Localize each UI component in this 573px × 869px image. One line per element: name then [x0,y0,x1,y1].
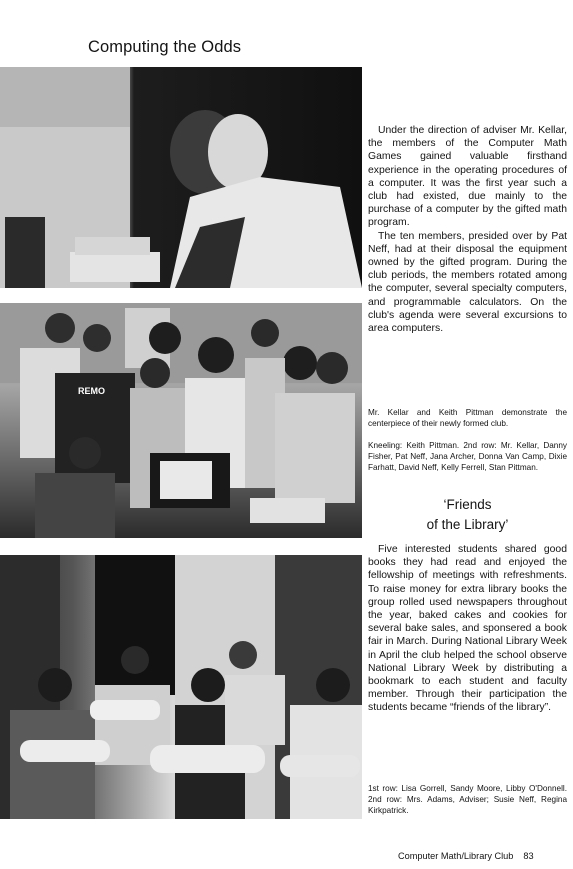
photo-computer-club-group [0,303,362,538]
library-club-caption: 1st row: Lisa Gorrell, Sandy Moore, Libby O'Donnell. 2nd row: Mrs. Adams, Adviser; Susie Neff, Regina Kirkpatrick. [368,784,567,816]
photo-library-club-group [0,555,362,819]
computer-club-article [368,124,567,335]
computer-club-caption-2-block [368,440,567,474]
photo-library-club-group-art [0,555,362,819]
computer-club-caption-1-block [368,407,567,429]
computer-club-paragraph-1: Under the direction of adviser Mr. Kellar, the members of the Computer Math Games gained valuable firsthand experience in the operating procedures of a computer. It was the first year such a club had existed, due mainly to the purchase of a computer by the gifted math program. [368,125,567,229]
library-club-title-line-2: of the Library’ [426,517,509,532]
photo-computer-demonstration [0,67,362,288]
footer-label: Computer Math/Library Club [398,851,514,861]
photo-computer-club-group-art [0,303,362,538]
library-club-caption-block [368,783,567,817]
page-number: 83 [523,851,534,861]
shirt-text: REMO [78,386,105,396]
computer-club-caption-1: Mr. Kellar and Keith Pittman demonstrate the centerpiece of their newly formed club. [368,408,567,429]
computer-club-paragraph-2: The ten members, presided over by Pat Neff, had at their disposal the equipment owned by the gifted program. During the club periods, the members rotated among the computer, several specialty computers, and programmable calculators. On the club's agenda were several excursions to area computers. [368,230,567,335]
library-club-article [368,543,567,715]
page-footer [398,851,534,861]
page-heading: Computing the Odds [88,38,242,56]
library-club-title-line-1: ‘Friends [443,497,492,512]
computer-club-caption-2: Kneeling: Keith Pittman. 2nd row: Mr. Kellar, Danny Fisher, Pat Neff, Jana Archer, Donna Van Camp, Dixie Farhatt, David Neff, Kelly Ferrell, Stan Pittman. [368,441,567,473]
library-club-paragraph: Five interested students shared good books they had read and enjoyed the fellowship of meetings with refreshments. To raise money for extra library books the group rolled used newspapers throughout the year, baked cakes and cookies for several bake sales, and sponsered a book fair in March. During National Library Week in April the club helped the school observe National Library Week by distributing a bookmark to each student and faculty member. Through their participation the students became “friends of the library”. [368,544,567,714]
photo-computer-demonstration-art [0,67,362,288]
